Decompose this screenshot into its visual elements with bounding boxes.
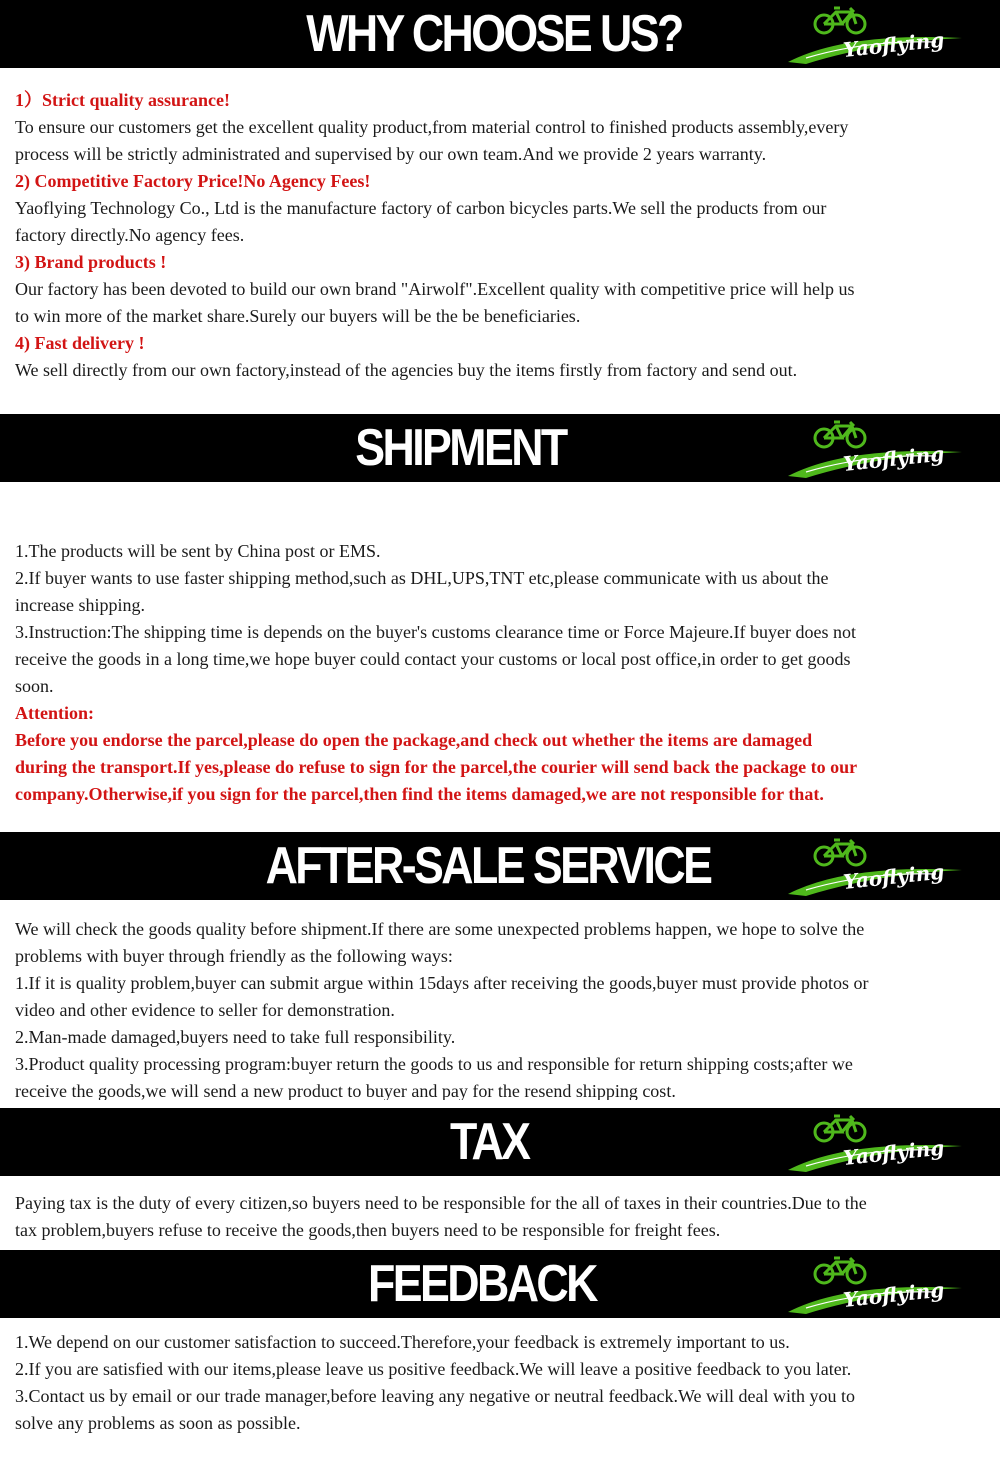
brand-logo [786, 2, 964, 66]
aftersale-section [15, 916, 965, 1100]
feedback-banner [0, 1250, 1000, 1318]
shipment-text: increase shipping. [15, 595, 145, 615]
shipment-section [15, 538, 965, 808]
why-banner [0, 0, 1000, 68]
aftersale-banner [0, 832, 1000, 900]
aftersale-text: 1.If it is quality problem,buyer can submit argue within 15days after receiving the goods,buyer must provide photos or [15, 973, 869, 993]
tax-title: TAX [450, 1113, 529, 1171]
feedback-text: solve any problems as soon as possible. [15, 1413, 301, 1433]
attention-text: company.Otherwise,if you sign for the parcel,then find the items damaged,we are not responsible for that. [15, 784, 824, 804]
shipment-text: 3.Instruction:The shipping time is depends on the buyer's customs clearance time or Force Majeure.If buyer does not [15, 622, 857, 642]
aftersale-text: problems with buyer through friendly as the following ways: [15, 946, 453, 966]
shipment-title: SHIPMENT [355, 419, 566, 477]
feedback-title: FEEDBACK [368, 1255, 596, 1313]
logo-text: Yaoflying [842, 859, 946, 894]
feedback-text: 2.If you are satisfied with our items,please leave us positive feedback.We will leave a positive feedback to you later. [15, 1359, 852, 1379]
shipment-text: soon. [15, 676, 54, 696]
feedback-text: 1.We depend on our customer satisfaction to succeed.Therefore,your feedback is extremely important to us. [15, 1332, 790, 1352]
why-text: Yaoflying Technology Co., Ltd is the manufacture factory of carbon bicycles parts.We sell the products from our [15, 198, 827, 218]
logo-text: Yaoflying [842, 1135, 946, 1170]
logo-text: Yaoflying [842, 1277, 946, 1312]
why-heading-2: 2) Competitive Factory Price!No Agency Fees! [15, 171, 371, 191]
feedback-section [15, 1329, 965, 1437]
brand-logo [786, 416, 964, 480]
why-section [15, 87, 965, 384]
brand-logo [786, 1110, 964, 1174]
tax-text: Paying tax is the duty of every citizen,so buyers need to be responsible for the all of taxes in their countries.Due to the [15, 1193, 867, 1213]
aftersale-text: receive the goods,we will send a new product to buyer and pay for the resend shipping cost. [15, 1081, 676, 1100]
shipment-text: 1.The products will be sent by China post or EMS. [15, 541, 381, 561]
shipment-banner [0, 414, 1000, 482]
brand-logo [786, 1252, 964, 1316]
brand-logo [786, 834, 964, 898]
tax-banner [0, 1108, 1000, 1176]
shipment-text: 2.If buyer wants to use faster shipping method,such as DHL,UPS,TNT etc,please communicate with us about the [15, 568, 829, 588]
aftersale-text: We will check the goods quality before shipment.If there are some unexpected problems happen, we hope to solve the [15, 919, 865, 939]
why-text: To ensure our customers get the excellent quality product,from material control to finished products assembly,every [15, 117, 849, 137]
why-text: factory directly.No agency fees. [15, 225, 245, 245]
tax-section [15, 1190, 965, 1244]
aftersale-text: 2.Man-made damaged,buyers need to take full responsibility. [15, 1027, 456, 1047]
shipment-text: receive the goods in a long time,we hope buyer could contact your customs or local post office,in order to get goods [15, 649, 851, 669]
tax-text: tax problem,buyers refuse to receive the goods,then buyers need to be responsible for freight fees. [15, 1220, 721, 1240]
why-text: We sell directly from our own factory,instead of the agencies buy the items firstly from factory and send out. [15, 360, 798, 380]
why-text: to win more of the market share.Surely our buyers will be the be beneficiaries. [15, 306, 581, 326]
aftersale-title: AFTER-SALE SERVICE [265, 837, 711, 895]
logo-text: Yaoflying [842, 441, 946, 476]
attention-label: Attention: [15, 703, 94, 723]
aftersale-text: 3.Product quality processing program:buyer return the goods to us and responsible for return shipping costs;after we [15, 1054, 853, 1074]
attention-text: Before you endorse the parcel,please do open the package,and check out whether the items are damaged [15, 730, 813, 750]
why-heading-3: 3) Brand products ! [15, 252, 167, 272]
logo-text: Yaoflying [842, 27, 946, 62]
feedback-text: 3.Contact us by email or our trade manager,before leaving any negative or neutral feedback.We will deal with you to [15, 1386, 856, 1406]
attention-text: during the transport.If yes,please do refuse to sign for the parcel,the courier will send back the package to our [15, 757, 858, 777]
why-heading-1: 1）Strict quality assurance! [15, 90, 230, 110]
aftersale-text: video and other evidence to seller for demonstration. [15, 1000, 395, 1020]
why-heading-4: 4) Fast delivery ! [15, 333, 145, 353]
why-text: process will be strictly administrated and supervised by our own team.And we provide 2 years warranty. [15, 144, 767, 164]
why-text: Our factory has been devoted to build our own brand "Airwolf".Excellent quality with competitive price will help us [15, 279, 855, 299]
why-title: WHY CHOOSE US? [306, 5, 682, 63]
